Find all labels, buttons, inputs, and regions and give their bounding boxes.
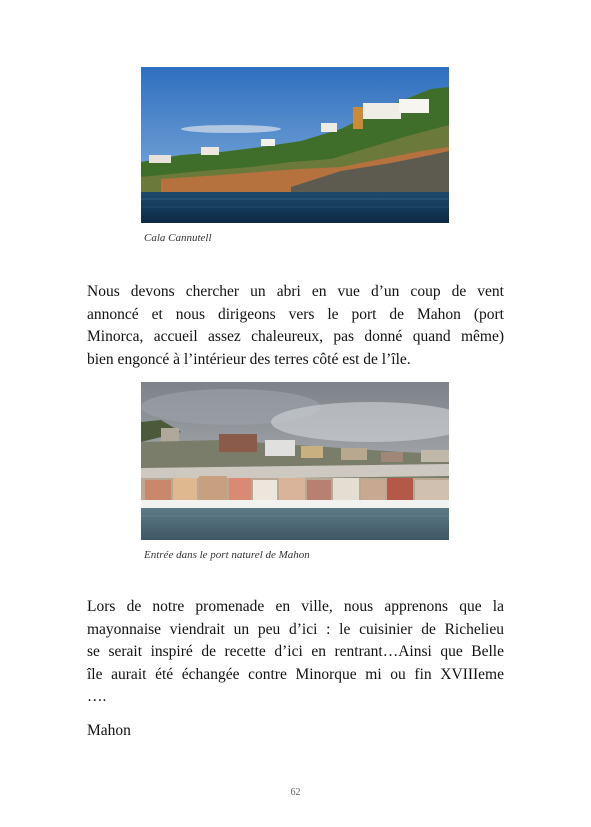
text-line: annoncé et nous dirigeons vers le port de Mahon (port (87, 305, 504, 323)
text-line: Lors de notre promenade en ville, nous apprenons que la (87, 598, 504, 615)
text-line: mayonnaise viendrait un peu d’ici : le cuisinier de Richelieu (87, 620, 504, 638)
text-line: Minorca, accueil assez chaleureux, pas donné quand même) (87, 328, 504, 345)
place-name: Mahon (87, 722, 131, 739)
text-line: île aurait été échangée contre Minorque mi ou fin XVIIIeme (87, 665, 504, 683)
photo-port-mahon (141, 382, 449, 540)
text-line: bien engoncé à l’intérieur des terres côté est de l’île. (87, 350, 411, 368)
photo-caption: Entrée dans le port naturel de Mahon (144, 549, 310, 561)
text-line: Nous devons chercher un abri en vue d’un coup de vent (87, 283, 504, 300)
paragraph (87, 596, 504, 709)
page-number: 62 (290, 787, 301, 798)
paragraph (87, 281, 504, 371)
text-line: …. (87, 688, 107, 705)
photo-caption: Cala Cannutell (144, 232, 212, 244)
photo-cala-cannutell (141, 67, 449, 223)
text-line: se serait inspiré de recette d’ici en rentrant…Ainsi que Belle (87, 643, 504, 660)
